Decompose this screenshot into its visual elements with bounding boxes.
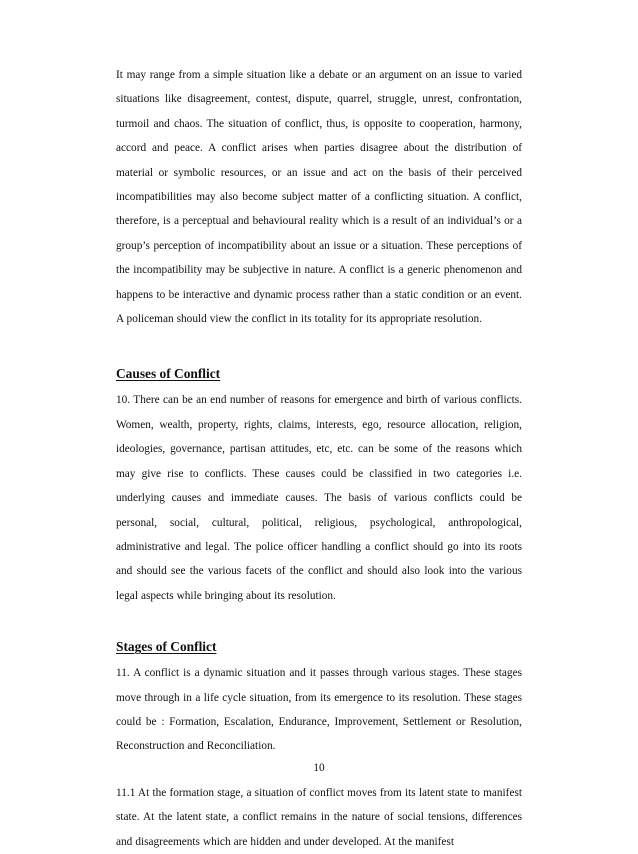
causes-paragraph: 10. There can be an end number of reasons for emergence and birth of various conflicts. Women, wealth, property, rights, claims, interests, ego, resource allocation, religion, ideologies, governance, partisan attitudes, etc, etc. can be some of the reasons which may give rise to conflicts. These causes could be classified in two categories i.e. underlying causes and immediate causes. The basis of various conflicts could be personal, social, cultural, political, religious, psychological, anthropological, administrative and legal. The police officer handling a conflict should go into its roots and should see the various facets of the conflict and should also look into the various legal aspects while bringing about its resolution. — [116, 394, 522, 602]
section-heading-stages-of-conflict: Stages of Conflict — [116, 639, 217, 655]
intro-paragraph: It may range from a simple situation like a debate or an argument on an issue to varied situations like disagreement, contest, dispute, quarrel, struggle, unrest, confrontation, turmoil and chaos. The situation of conflict, thus, is opposite to cooperation, harmony, accord and peace. A conflict arises when parties disagree about the distribution of material or symbolic resources, or an issue and act on the basis of their perceived incompatibilities may also become subject matter of a conflicting situation. A conflict, therefore, is a perceptual and behavioural reality which is a result of an individual’s or a group’s perception of incompatibility about an issue or a situation. These perceptions of the incompatibility may be subjective in nature. A conflict is a generic phenomenon and happens to be interactive and dynamic process rather than a static condition or an event. A policeman should view the conflict in its totality for its appropriate resolution. — [116, 69, 522, 326]
document-page — [116, 63, 522, 854]
page-number: 10 — [313, 762, 325, 774]
formation-stage-paragraph: 11.1 At the formation stage, a situation of conflict moves from its latent state to manifest state. At the latent state, a conflict remains in the nature of social tensions, differences and disagreements which are hidden and under developed. At the manifest — [116, 786, 522, 848]
stages-paragraph: 11. A conflict is a dynamic situation and it passes through various stages. These stages move through in a life cycle situation, from its emergence to its resolution. These stages could be : Formation, Escalation, Endurance, Improvement, Settlement or Resolution, Reconstruction and Reconciliation. — [116, 667, 522, 753]
section-heading-causes-of-conflict: Causes of Conflict — [116, 366, 221, 382]
